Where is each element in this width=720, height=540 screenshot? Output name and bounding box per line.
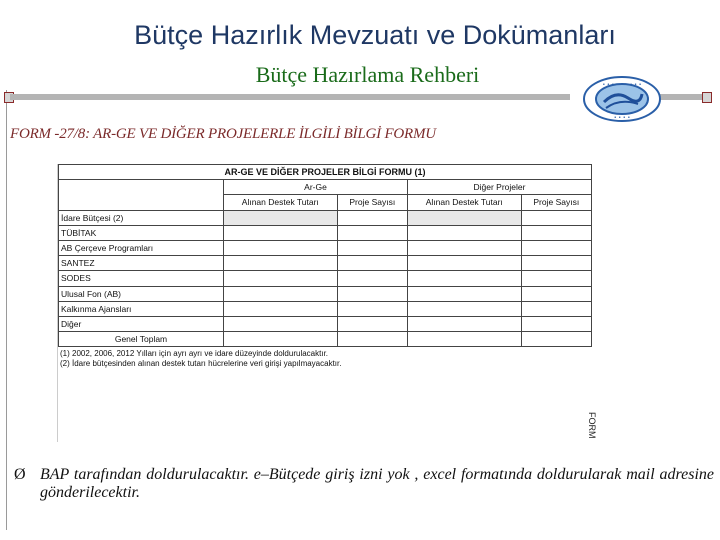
university-seal-logo <box>576 72 668 127</box>
bullet-arrow-icon: Ø <box>14 466 26 483</box>
table-row <box>59 210 592 225</box>
data-cell <box>521 316 591 331</box>
data-cell <box>407 271 521 286</box>
sub-header: Proje Sayısı <box>521 195 591 210</box>
data-cell <box>337 301 407 316</box>
form-table-title: AR-GE VE DİĞER PROJELER BİLGİ FORMU (1) <box>59 165 592 180</box>
row-label: TÜBİTAK <box>59 225 224 240</box>
page-title: Bütçe Hazırlık Mevzuatı ve Dokümanları <box>134 20 616 50</box>
group-header-arge: Ar-Ge <box>224 180 408 195</box>
row-label: SANTEZ <box>59 256 224 271</box>
sub-header: Proje Sayısı <box>337 195 407 210</box>
data-cell <box>224 286 338 301</box>
total-label: Genel Toplam <box>59 332 224 347</box>
row-label: Ulusal Fon (AB) <box>59 286 224 301</box>
total-row <box>59 332 592 347</box>
row-label: Diğer <box>59 316 224 331</box>
side-form-label: FORM <box>587 412 597 439</box>
info-form-table <box>58 164 592 347</box>
table-row <box>59 225 592 240</box>
data-cell <box>521 225 591 240</box>
data-cell <box>521 332 591 347</box>
svg-text:• • • • • • • • •: • • • • • • • • • <box>602 82 642 88</box>
data-cell <box>407 286 521 301</box>
data-cell <box>407 316 521 331</box>
page-subtitle: Bütçe Hazırlama Rehberi <box>255 62 480 87</box>
data-cell <box>407 225 521 240</box>
data-cell <box>521 286 591 301</box>
table-row <box>59 240 592 255</box>
table-note: (2) İdare bütçesinden alınan destek tutarı hücrelerine veri girişi yapılmayacaktır. <box>60 359 342 369</box>
divider-bar <box>10 94 570 100</box>
data-cell <box>521 301 591 316</box>
divider-bar-right-end <box>702 92 712 103</box>
disabled-cell <box>224 210 338 225</box>
bullet-text: BAP tarafından doldurulacaktır. e–Bütçede giriş izni yok , excel formatında doldurularak mail adresine gönderilecektir. <box>40 466 714 501</box>
data-cell <box>521 240 591 255</box>
data-cell <box>337 286 407 301</box>
table-row <box>59 301 592 316</box>
bullet-paragraph <box>14 466 714 502</box>
svg-text:• • • •: • • • • <box>613 115 631 121</box>
data-cell <box>224 316 338 331</box>
sub-header: Alınan Destek Tutarı <box>407 195 521 210</box>
data-cell <box>224 301 338 316</box>
data-cell <box>224 240 338 255</box>
table-row <box>59 256 592 271</box>
form-code-heading: FORM -27/8: AR-GE VE DİĞER PROJELERLE İLGİLİ BİLGİ FORMU <box>10 126 436 142</box>
group-header-other: Diğer Projeler <box>407 180 591 195</box>
data-cell <box>407 240 521 255</box>
data-cell <box>337 240 407 255</box>
data-cell <box>407 332 521 347</box>
row-label: İdare Bütçesi (2) <box>59 210 224 225</box>
data-cell <box>407 301 521 316</box>
data-cell <box>337 210 407 225</box>
disabled-cell <box>407 210 521 225</box>
sub-header: Alınan Destek Tutarı <box>224 195 338 210</box>
left-border-line <box>6 90 7 530</box>
row-label: Kalkınma Ajansları <box>59 301 224 316</box>
table-row <box>59 286 592 301</box>
table-note: (1) 2002, 2006, 2012 Yılları için ayrı ayrı ve idare düzeyinde doldurulacaktır. <box>60 349 329 359</box>
data-cell <box>337 316 407 331</box>
table-row <box>59 316 592 331</box>
table-row <box>59 271 592 286</box>
data-cell <box>224 225 338 240</box>
data-cell <box>521 271 591 286</box>
data-cell <box>521 210 591 225</box>
data-cell <box>337 271 407 286</box>
data-cell <box>224 271 338 286</box>
data-cell <box>337 225 407 240</box>
data-cell <box>337 256 407 271</box>
form-image <box>57 164 613 442</box>
data-cell <box>224 256 338 271</box>
header-empty-cell <box>59 180 224 210</box>
data-cell <box>337 332 407 347</box>
data-cell <box>521 256 591 271</box>
row-label: AB Çerçeve Programları <box>59 240 224 255</box>
row-label: SODES <box>59 271 224 286</box>
data-cell <box>224 332 338 347</box>
data-cell <box>407 256 521 271</box>
